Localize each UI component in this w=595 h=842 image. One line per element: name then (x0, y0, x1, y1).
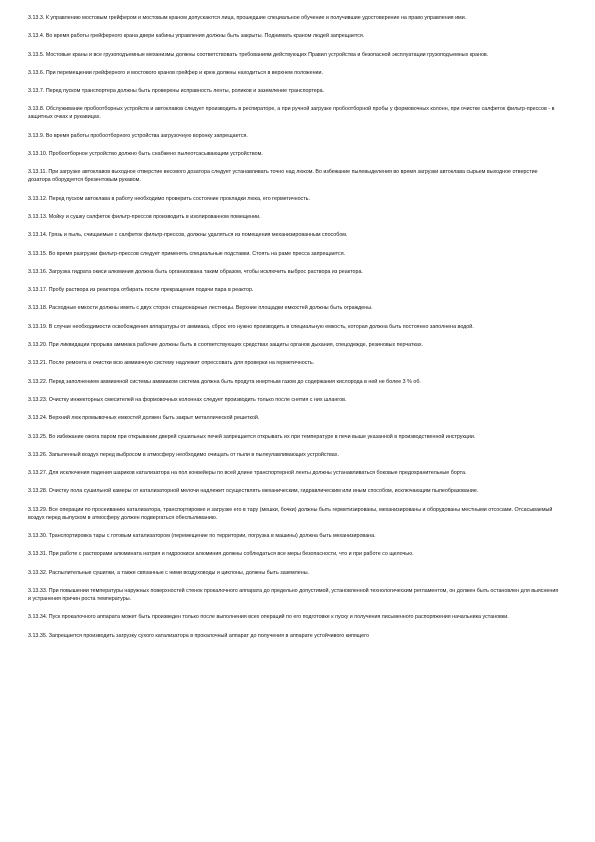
paragraph-3-13-25: 3.13.25. Во избежание ожога паром при открывании дверей сушильных печей запрещается открывать их при температуре в печи выше указанной в производственной инструкции. (28, 433, 476, 440)
paragraph-3-13-19: 3.13.19. В случае необходимости освобождения аппаратуры от аммиака, сброс его нужно производить в специальную емкость, которая должна быть постоянно заполнена водой. (28, 323, 474, 330)
paragraph-3-13-18: 3.13.18. Расходные емкости должны иметь с двух сторон стационарные лестницы. Верхние площадки емкостей должны быть ограждены. (28, 305, 373, 312)
paragraph-3-13-14: 3.13.14. Грязь и пыль, счищаемые с салфеток фильтр-прессов, должны удаляться из помещения механизированным способом. (28, 232, 348, 239)
paragraph-3-13-33: 3.13.33. При повышении температуры наружных поверхностей стенок прокалочного аппарата до предельно допустимой, установленной технологическим регламентом, он должен быть остановлен для выяснения и устранения причин роста температуры. (28, 587, 559, 602)
paragraph-3-13-22: 3.13.22. Перед заполнением аммиачной системы аммиаком система должна быть продута инертным газом до содержания кислорода в ней не более 3 % об. (28, 378, 421, 385)
paragraph-3-13-23: 3.13.23. Очистку инжекторных смесителей на формовочных колоннах следует производить только после снятия с них шлангов. (28, 396, 347, 403)
paragraph-3-13-20: 3.13.20. При ликвидации прорыва аммиака рабочие должны быть в соответствующих средствах защиты органов дыхания, спецодежде, резиновых перчатках. (28, 342, 424, 349)
paragraph-3-13-17: 3.13.17. Пробу раствора из реактора отбирать после прекращения подачи пара в реактор. (28, 287, 254, 294)
paragraph-3-13-27: 3.13.27. Для исключения падения шариков катализатора на пол конвейеры по всей длине транспортерной ленты должны устанавливаться боковые предохранительные борта. (28, 470, 467, 477)
paragraph-3-13-4: 3.13.4. Во время работы грейферного крана двери кабины управления должны быть закрыты. Поднимать краном людей запрещается. (28, 33, 365, 40)
paragraph-3-13-32: 3.13.32. Распылительные сушилки, а также связанные с ними воздуховоды и циклоны, должны быть заземлены. (28, 569, 310, 576)
paragraph-3-13-34: 3.13.34. Пуск прокалочного аппарата может быть произведен только после выполнения всех операций по его подготовке к пуску и получения письменного распоряжения начальника установки. (28, 614, 509, 621)
paragraph-3-13-6: 3.13.6. При перемещении грейферного и мостового кранов грейфер и крюк должны находиться в верхнем положении. (28, 69, 323, 76)
paragraph-3-13-30: 3.13.30. Транспортировка тары с готовым катализатором (перемещение по территории, погрузка в машины) должна быть механизирована. (28, 533, 376, 540)
paragraph-3-13-3: 3.13.3. К управлению мостовым грейфером и мостовым краном допускаются лица, прошедшие специальное обучение и получившие удостоверение на право управления ими. (28, 15, 467, 21)
paragraph-3-13-10: 3.13.10. Пробоотборное устройство должно быть снабжено пылеотсасывающим устройством. (28, 151, 263, 158)
paragraph-3-13-12: 3.13.12. Перед пуском автоклава в работу необходимо проверить состояние прокладки люка, его герметичность. (28, 195, 310, 202)
paragraph-3-13-29: 3.13.29. Все операции по просеиванию катализатора, транспортировке и загрузке его в тару (мешки, бочки) должны быть герметизированы, механизированы и оборудованы местными отсосами. Отсасываемый воздух перед выпуском в атмосферу должен подвергаться обеспыливанию. (28, 506, 553, 521)
paragraph-3-13-31: 3.13.31. При работе с растворами алюмината натрия и гидроокиси алюминия должны соблюдаться все меры безопасности, что и при работе со щелочью. (28, 551, 414, 558)
paragraph-3-13-16: 3.13.16. Загрузка гидрата окиси алюминия должна быть организована таким образом, чтобы исключить выброс раствора из реактора. (28, 268, 363, 275)
paragraph-3-13-5: 3.13.5. Мостовые краны и все грузоподъемные механизмы должны соответствовать требованиям действующих Правил устройства и безопасной эксплуатации грузоподъемных кранов. (28, 51, 489, 58)
paragraph-3-13-28: 3.13.28. Очистку пола сушильной камеры от катализаторной мелочи надлежит осуществлять механическим, гидравлическим или иным способом, исключающим пылеобразование. (28, 488, 479, 495)
paragraph-3-13-11: 3.13.11. При загрузке автоклавов выходное отверстие весового дозатора следует устанавливать точно над люком. Во избежание пылевыделения во время загрузки автоклава сырьем выходное отверстие дозатора оборудуется брезентовым рукавом. (28, 169, 538, 184)
paragraph-3-13-7: 3.13.7. Перед пуском транспортера должны быть проверены исправность ленты, роликов и заземление транспортера. (28, 88, 325, 95)
paragraph-3-13-24: 3.13.24. Верхний люк промывочных емкостей должен быть закрыт металлической решеткой. (28, 415, 260, 422)
paragraph-3-13-26: 3.13.26. Запыленный воздух перед выбросом в атмосферу необходимо очищать от пыли в пылеулавливающих устройствах. (28, 451, 339, 458)
paragraph-3-13-8: 3.13.8. Обслуживание пробоотборных устройств и автоклавов следует производить в респираторе, а при ручной загрузке пробоотборной пробы у формовочных колонн, при очистке салфеток фильтр-прессов - в защитных очках и рукавицах. (28, 106, 555, 121)
paragraph-3-13-15: 3.13.15. Во время разгрузки фильтр-прессов следует применять специальные подставки. Стоять на раме пресса запрещается. (28, 250, 346, 257)
paragraph-3-13-13: 3.13.13. Мойку и сушку салфеток фильтр-прессов производить в изолированном помещении. (28, 213, 261, 220)
paragraph-3-13-35: 3.13.35. Запрещается производить загрузку сухого катализатора в прокалочный аппарат до получения в аппарате устойчивого кипящего (28, 632, 369, 639)
paragraph-3-13-21: 3.13.21. После ремонта и очистки всю аммиачную систему надлежит опрессовать для проверки на герметичность. (28, 360, 315, 367)
paragraph-3-13-9: 3.13.9. Во время работы пробоотборного устройства загрузочную воронку запрещается. (28, 132, 248, 139)
